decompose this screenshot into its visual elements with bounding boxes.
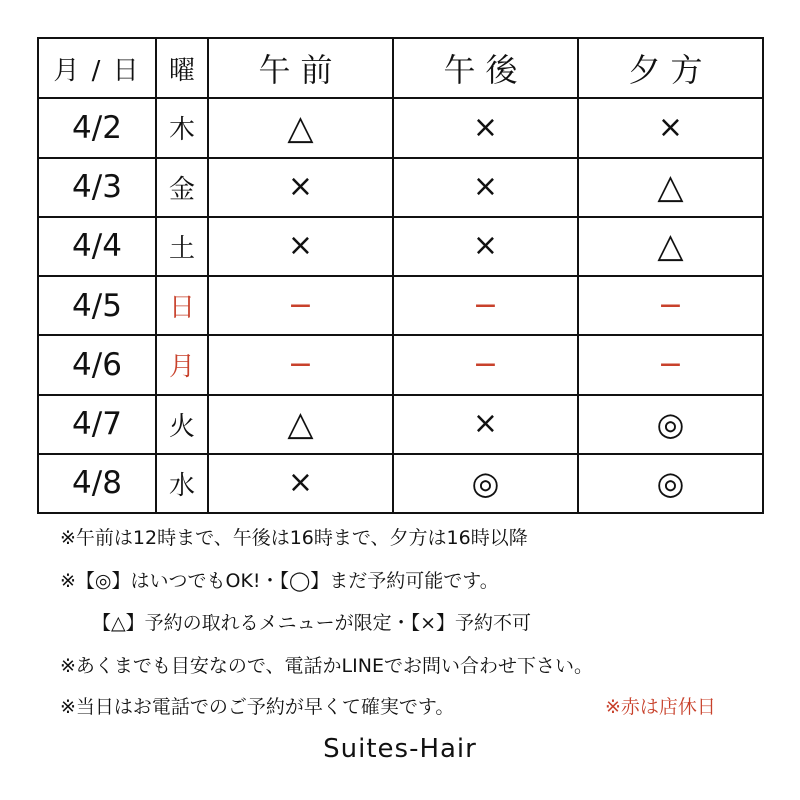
row-day-of-week: 火 bbox=[156, 395, 208, 454]
slot-evening: ◎ bbox=[578, 395, 763, 454]
table-row bbox=[38, 335, 763, 394]
row-day-of-week: 水 bbox=[156, 454, 208, 513]
row-date: 4/7 bbox=[38, 395, 156, 454]
header-afternoon: 午後 bbox=[393, 38, 578, 98]
row-day-of-week: 日 bbox=[156, 276, 208, 335]
slot-evening: △ bbox=[578, 158, 763, 217]
row-day-of-week: 木 bbox=[156, 98, 208, 157]
row-date: 4/5 bbox=[38, 276, 156, 335]
slot-morning: × bbox=[208, 217, 393, 276]
row-date: 4/4 bbox=[38, 217, 156, 276]
header-morning: 午前 bbox=[208, 38, 393, 98]
slot-afternoon: − bbox=[393, 276, 578, 335]
note-time-ranges: ※午前は12時まで、午後は16時まで、夕方は16時以降 bbox=[60, 527, 528, 549]
table-row bbox=[38, 98, 763, 157]
header-date: 月 / 日 bbox=[38, 38, 156, 98]
table-row bbox=[38, 454, 763, 513]
slot-morning: − bbox=[208, 276, 393, 335]
slot-evening: ◎ bbox=[578, 454, 763, 513]
note-contact: ※あくまでも目安なので、電話かLINEでお問い合わせ下さい。 bbox=[60, 655, 593, 677]
row-day-of-week: 土 bbox=[156, 217, 208, 276]
slot-afternoon: × bbox=[393, 158, 578, 217]
row-date: 4/8 bbox=[38, 454, 156, 513]
slot-evening: − bbox=[578, 276, 763, 335]
slot-evening: − bbox=[578, 335, 763, 394]
slot-morning: △ bbox=[208, 98, 393, 157]
note-holiday-legend: ※赤は店休日 bbox=[605, 696, 716, 718]
header-row bbox=[38, 38, 763, 98]
slot-morning: × bbox=[208, 158, 393, 217]
row-date: 4/6 bbox=[38, 335, 156, 394]
slot-afternoon: × bbox=[393, 98, 578, 157]
row-date: 4/3 bbox=[38, 158, 156, 217]
slot-evening: △ bbox=[578, 217, 763, 276]
slot-evening: × bbox=[578, 98, 763, 157]
slot-afternoon: − bbox=[393, 335, 578, 394]
reservation-schedule-table bbox=[37, 37, 764, 514]
table-row bbox=[38, 217, 763, 276]
slot-afternoon: × bbox=[393, 217, 578, 276]
slot-morning: − bbox=[208, 335, 393, 394]
slot-afternoon: ◎ bbox=[393, 454, 578, 513]
row-day-of-week: 月 bbox=[156, 335, 208, 394]
table-row bbox=[38, 395, 763, 454]
row-day-of-week: 金 bbox=[156, 158, 208, 217]
note-symbol-limited: 【△】予約の取れるメニューが限定・【×】予約不可 bbox=[92, 612, 532, 634]
note-same-day: ※当日はお電話でのご予約が早くて確実です。 bbox=[60, 696, 455, 718]
schedule-body bbox=[38, 98, 763, 513]
salon-name: Suites-Hair bbox=[323, 734, 477, 764]
slot-morning: × bbox=[208, 454, 393, 513]
slot-morning: △ bbox=[208, 395, 393, 454]
note-symbol-ok: ※【◎】はいつでもOK!・【◯】まだ予約可能です。 bbox=[60, 570, 499, 592]
header-day-of-week: 曜 bbox=[156, 38, 208, 98]
row-date: 4/2 bbox=[38, 98, 156, 157]
table-row bbox=[38, 276, 763, 335]
header-evening: 夕方 bbox=[578, 38, 763, 98]
table-row bbox=[38, 158, 763, 217]
slot-afternoon: × bbox=[393, 395, 578, 454]
